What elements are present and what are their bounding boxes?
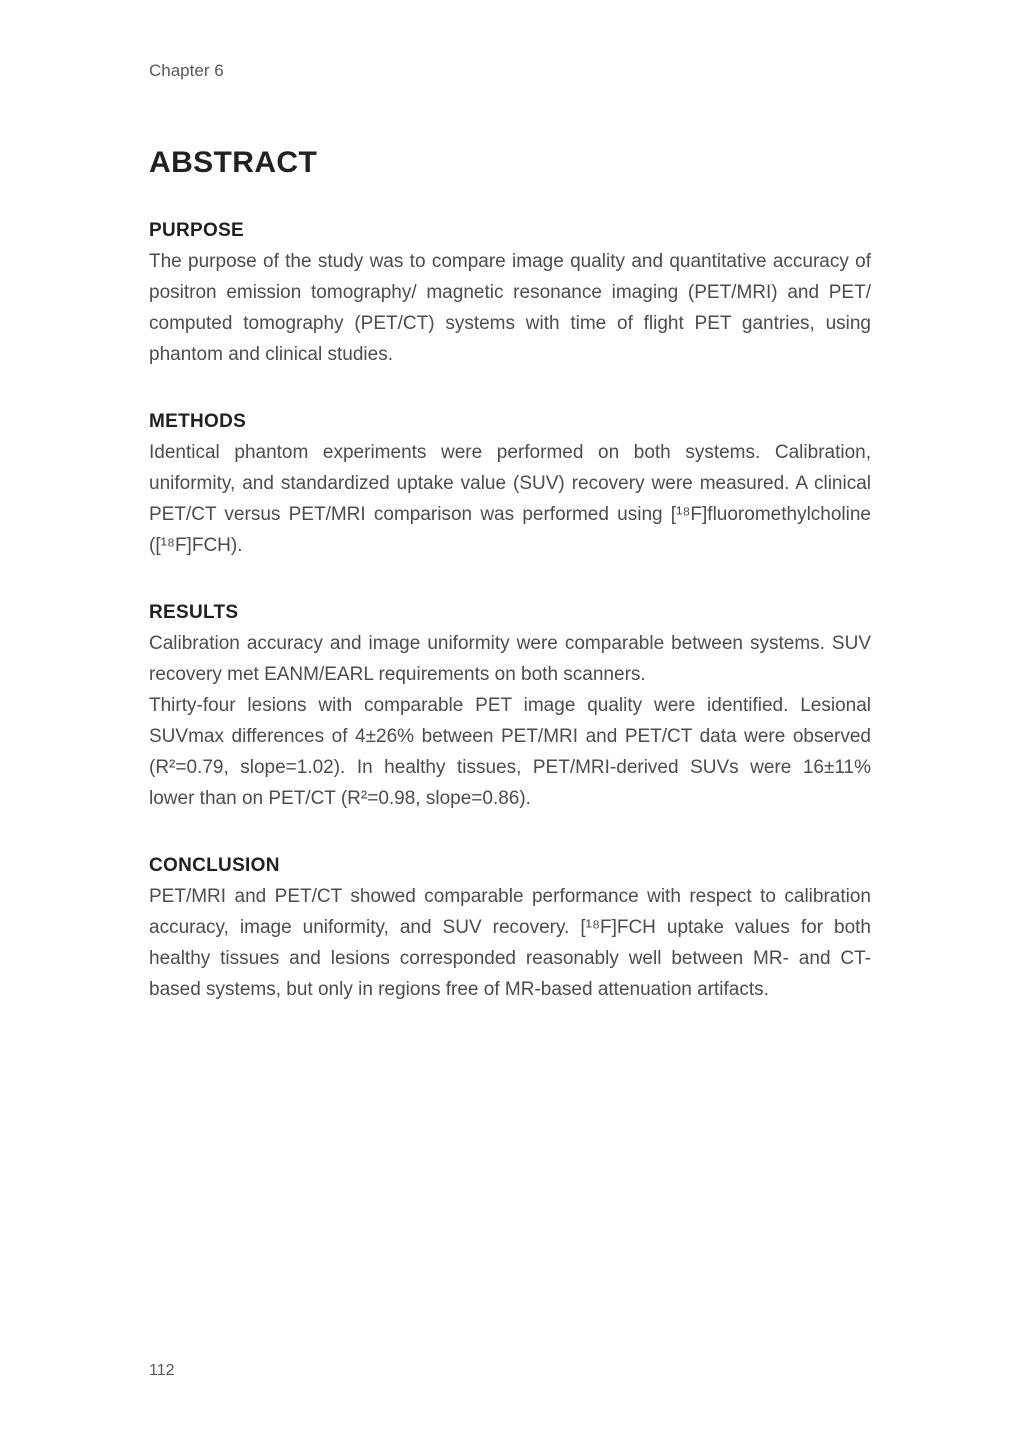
section-paragraph: Identical phantom experiments were performed on both systems. Calibration, uniformity, and standardized uptake value (SUV) recovery were measured. A clinical PET/CT versus PET/MRI comparison was performed using [¹⁸F]fluoromethylcholine ([¹⁸F]FCH). [149, 442, 871, 556]
page-title: ABSTRACT [149, 146, 318, 179]
section-heading-purpose: PURPOSE [149, 220, 245, 241]
section-heading-results: RESULTS [149, 602, 239, 623]
section-paragraph: Thirty-four lesions with comparable PET image quality were identified. Lesional SUVmax differences of 4±26% between PET/MRI and PET/CT data were observed (R²=0.79, slope=1.02). In healthy tissues, PET/MRI-derived SUVs were 16±11% lower than on PET/CT (R²=0.98, slope=0.86). [149, 695, 871, 809]
section-paragraph: The purpose of the study was to compare image quality and quantitative accuracy of positron emission tomography/ magnetic resonance imaging (PET/MRI) and PET/ computed tomography (PET/CT) systems with time of flight PET gantries, using phantom and clinical studies. [149, 251, 871, 365]
section-paragraph: PET/MRI and PET/CT showed comparable performance with respect to calibration accuracy, image uniformity, and SUV recovery. [¹⁸F]FCH uptake values for both healthy tissues and lesions corresponded reasonably well between MR- and CT-based systems, but only in regions free of MR-based attenuation artifacts. [149, 886, 871, 1000]
section-purpose [149, 215, 871, 370]
running-header: Chapter 6 [149, 61, 224, 80]
section-paragraph: Calibration accuracy and image uniformity were comparable between systems. SUV recovery met EANM/EARL requirements on both scanners. [149, 633, 871, 685]
section-heading-methods: METHODS [149, 411, 247, 432]
section-results [149, 597, 871, 814]
page-content [149, 0, 871, 1005]
section-methods [149, 406, 871, 561]
section-heading-conclusion: CONCLUSION [149, 855, 280, 876]
section-conclusion [149, 850, 871, 1005]
page-number: 112 [149, 1362, 175, 1379]
